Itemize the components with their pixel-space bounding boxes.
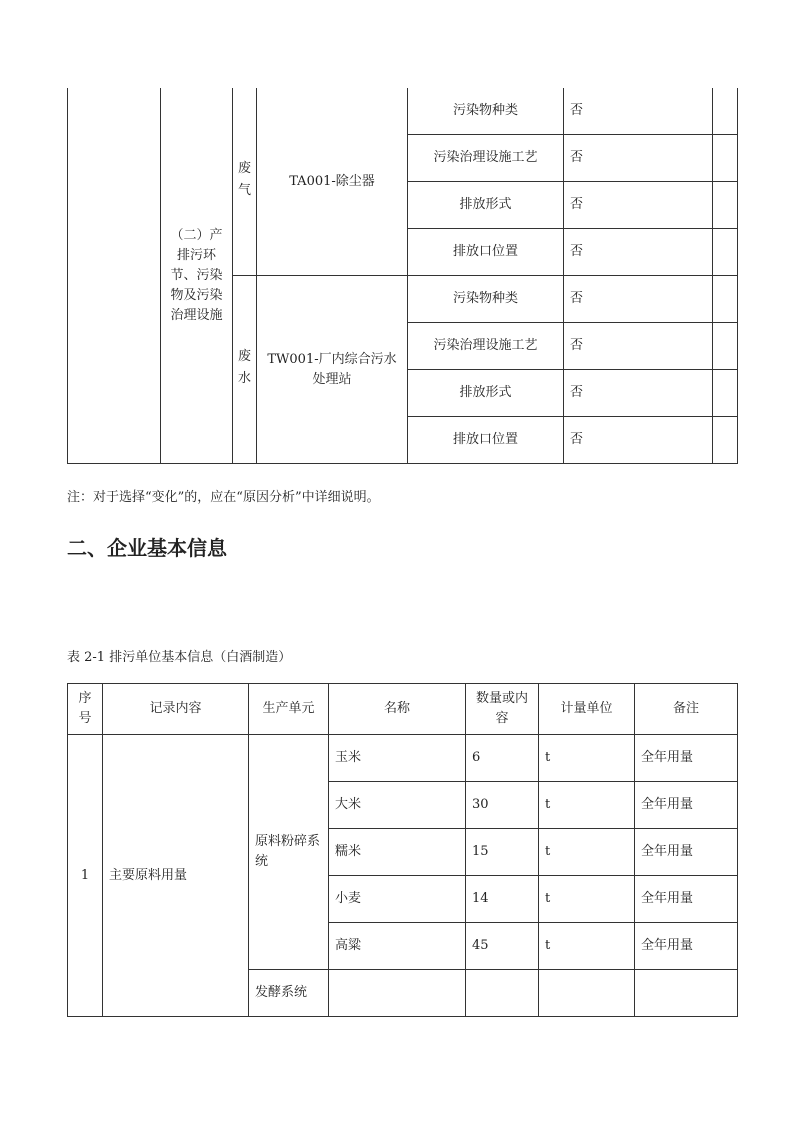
item-name: 大米 (329, 782, 466, 829)
empty-cell (713, 88, 738, 135)
header-unit: 生产单元 (249, 684, 329, 735)
header-record: 记录内容 (103, 684, 249, 735)
empty-cell (713, 276, 738, 323)
item-unit: t (539, 782, 635, 829)
value-cell: 否 (564, 229, 713, 276)
item-cell: 排放形式 (408, 182, 564, 229)
section-label: （二）产排污环节、污染物及污染治理设施 (161, 88, 233, 464)
empty-cell (713, 417, 738, 464)
value-cell: 否 (564, 135, 713, 182)
seq-cell: 1 (68, 735, 103, 1017)
table-caption: 表 2-1 排污单位基本信息（白酒制造） (67, 650, 292, 665)
facility-cell: TW001-厂内综合污水处理站 (257, 276, 408, 464)
item-name (329, 970, 466, 1017)
item-qty: 6 (466, 735, 539, 782)
header-name: 名称 (329, 684, 466, 735)
basic-info-table (67, 683, 738, 1017)
value-cell: 否 (564, 276, 713, 323)
item-qty: 15 (466, 829, 539, 876)
item-remark: 全年用量 (635, 923, 738, 970)
item-unit: t (539, 923, 635, 970)
type-label: 废水 (237, 349, 251, 386)
header-qty: 数量或内容 (466, 684, 539, 735)
item-cell: 排放口位置 (408, 417, 564, 464)
value-cell: 否 (564, 370, 713, 417)
item-unit: t (539, 735, 635, 782)
item-unit (539, 970, 635, 1017)
type-cell-water (233, 276, 257, 464)
item-remark: 全年用量 (635, 735, 738, 782)
value-cell: 否 (564, 417, 713, 464)
table-note: 注：对于选择“变化”的，应在“原因分析”中详细说明。 (67, 490, 380, 505)
empty-cell (713, 182, 738, 229)
item-remark (635, 970, 738, 1017)
item-cell: 污染物种类 (408, 88, 564, 135)
item-cell: 排放形式 (408, 370, 564, 417)
item-qty: 45 (466, 923, 539, 970)
item-remark: 全年用量 (635, 829, 738, 876)
type-label: 废气 (237, 161, 251, 198)
blank-cell (68, 88, 161, 464)
empty-cell (713, 229, 738, 276)
value-cell: 否 (564, 182, 713, 229)
item-name: 糯米 (329, 829, 466, 876)
empty-cell (713, 370, 738, 417)
empty-cell (713, 135, 738, 182)
value-cell: 否 (564, 88, 713, 135)
item-remark: 全年用量 (635, 876, 738, 923)
value-cell: 否 (564, 323, 713, 370)
header-remark: 备注 (635, 684, 738, 735)
item-name: 高粱 (329, 923, 466, 970)
header-seq: 序号 (68, 684, 103, 735)
item-qty (466, 970, 539, 1017)
section-heading: 二、企业基本信息 (67, 536, 227, 560)
item-unit: t (539, 829, 635, 876)
item-remark: 全年用量 (635, 782, 738, 829)
item-unit: t (539, 876, 635, 923)
unit-cell: 发酵系统 (249, 970, 329, 1017)
item-name: 玉米 (329, 735, 466, 782)
facility-cell: TA001-除尘器 (257, 88, 408, 276)
change-table (67, 88, 738, 464)
item-qty: 14 (466, 876, 539, 923)
item-cell: 污染治理设施工艺 (408, 135, 564, 182)
unit-cell: 原料粉碎系统 (249, 735, 329, 970)
type-cell-gas (233, 88, 257, 276)
record-cell: 主要原料用量 (103, 735, 249, 1017)
item-name: 小麦 (329, 876, 466, 923)
item-qty: 30 (466, 782, 539, 829)
empty-cell (713, 323, 738, 370)
header-measure: 计量单位 (539, 684, 635, 735)
item-cell: 排放口位置 (408, 229, 564, 276)
item-cell: 污染物种类 (408, 276, 564, 323)
item-cell: 污染治理设施工艺 (408, 323, 564, 370)
